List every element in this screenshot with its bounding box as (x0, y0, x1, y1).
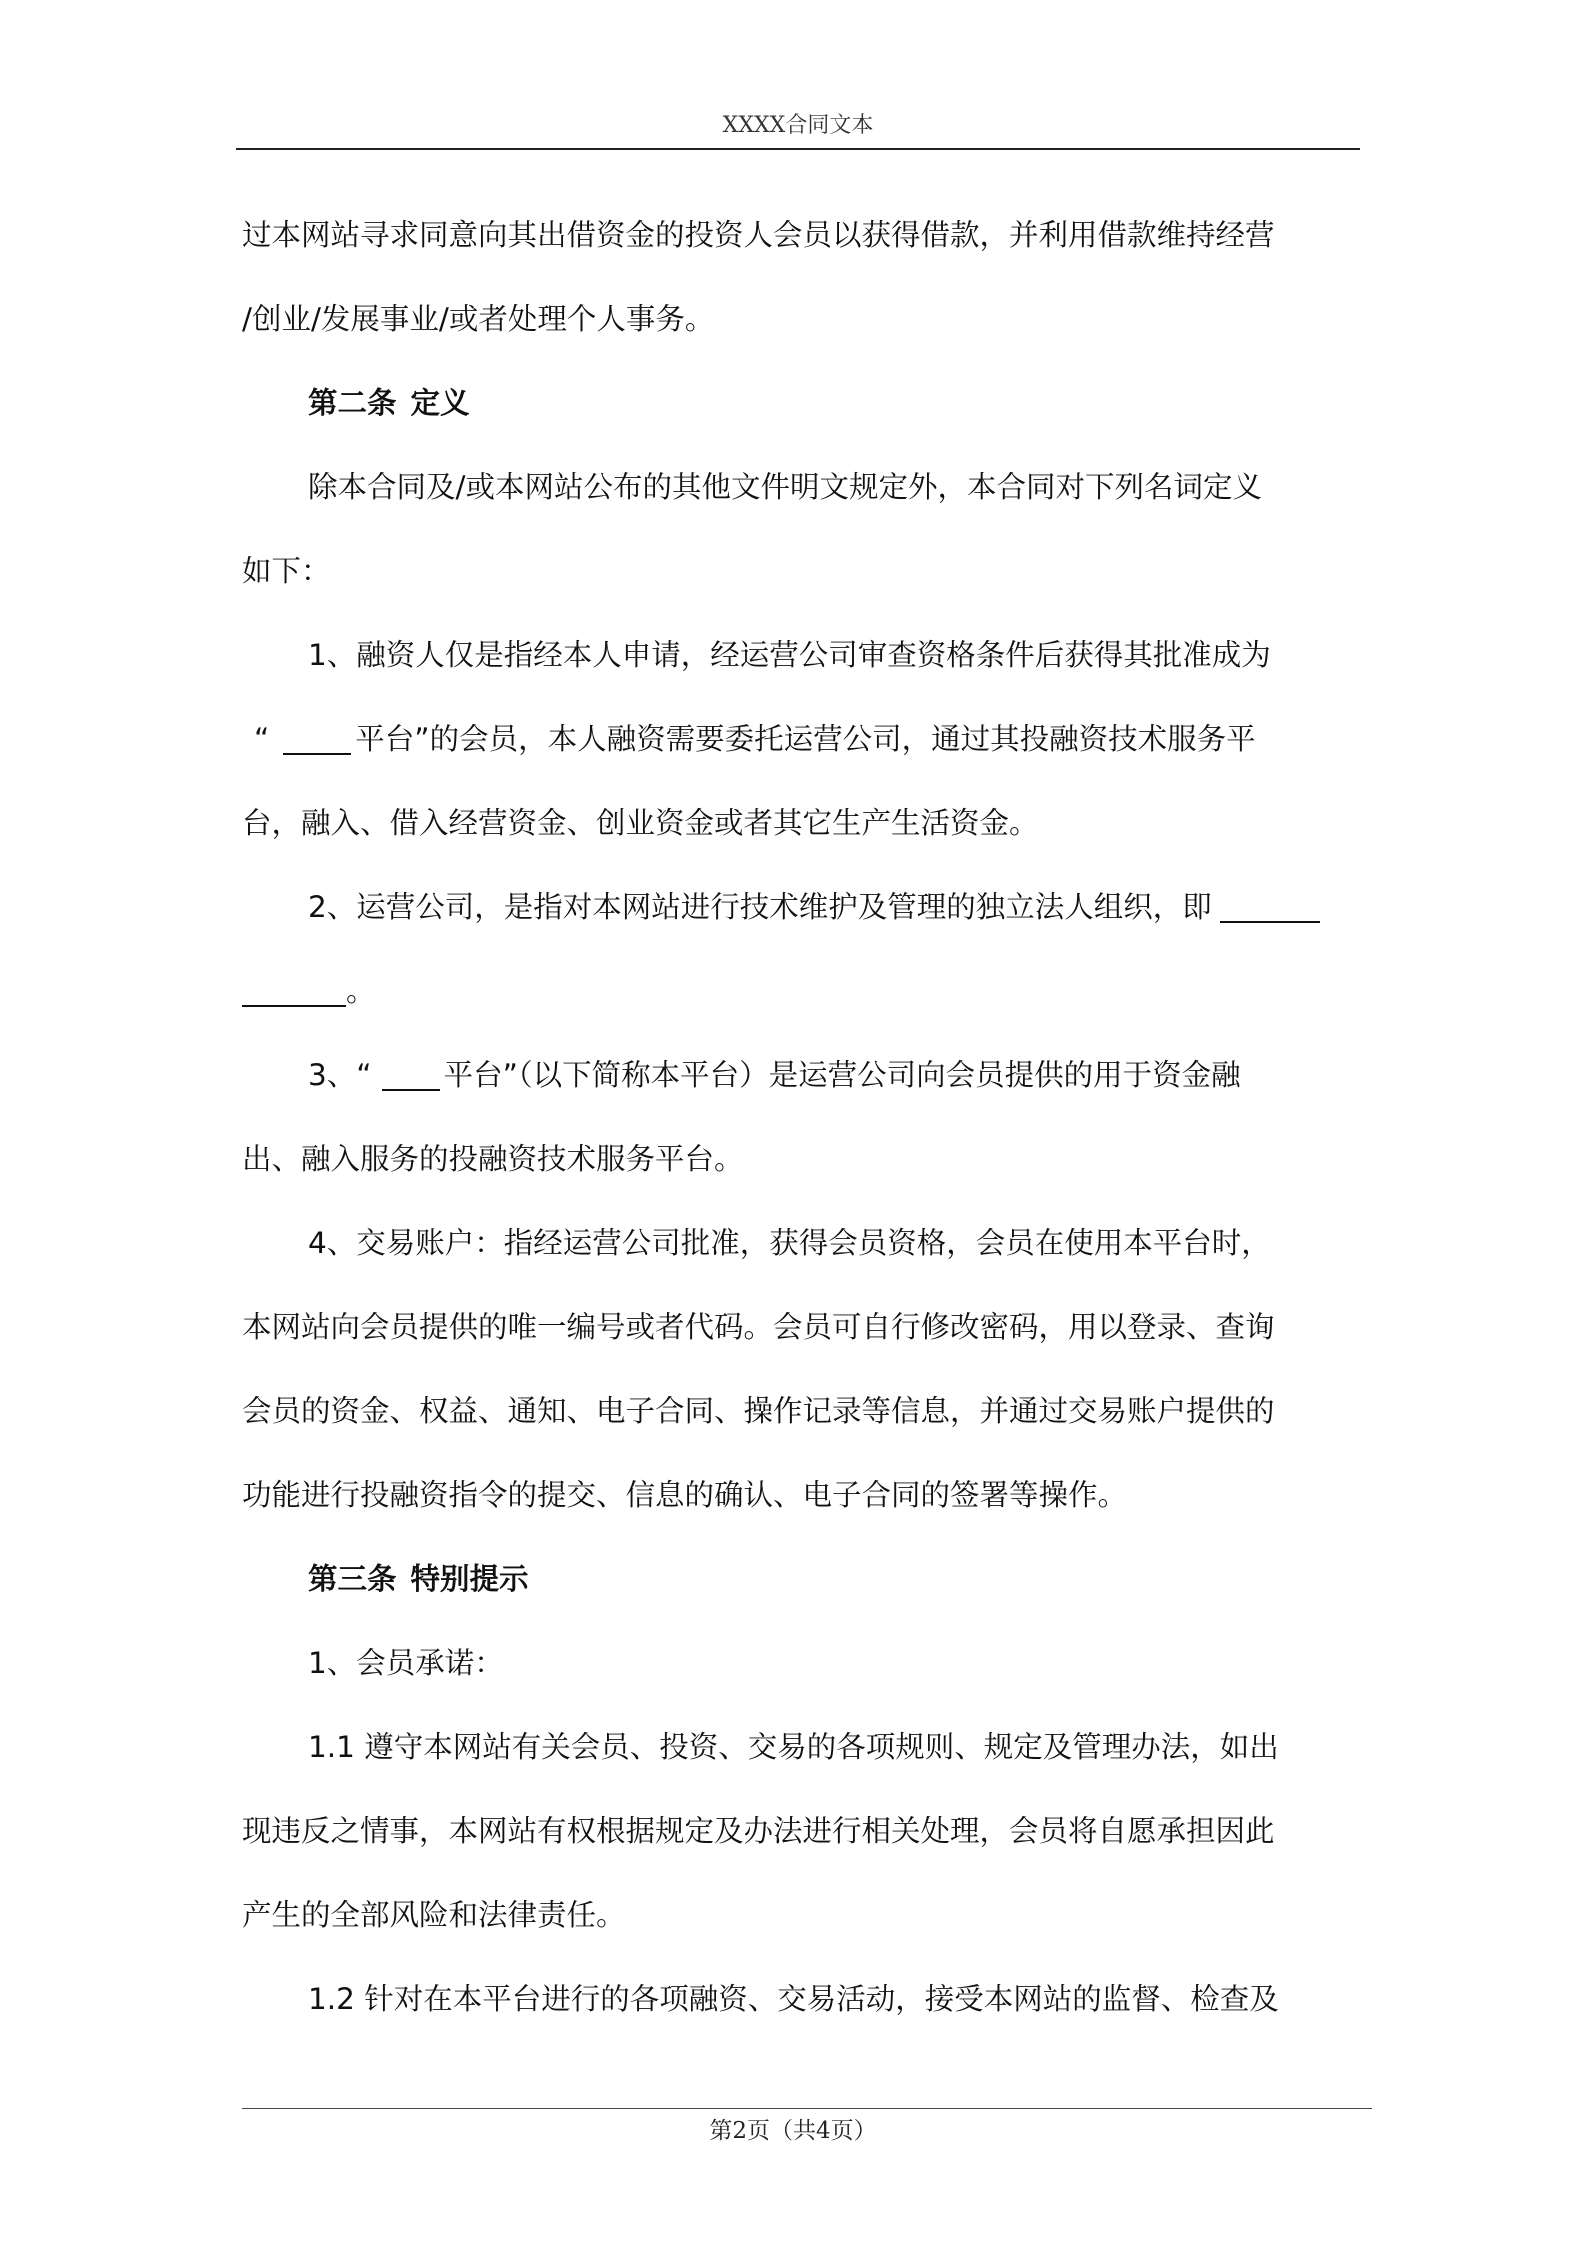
article-heading (242, 361, 1354, 445)
line-text: 平台”的会员，本人融资需要委托运营公司，通过其投融资技术服务平 (355, 722, 1256, 756)
paragraph-line: 1、融资人仅是指经本人申请，经运营公司审查资格条件后获得其批准成为 (308, 638, 1271, 672)
paragraph-line: 如下： (242, 554, 331, 588)
blank-line (283, 727, 351, 755)
line-text: 。 (346, 974, 376, 1008)
paragraph-line: 除本合同及/或本网站公布的其他文件明文规定外，本合同对下列名词定义 (308, 470, 1262, 504)
paragraph-line (242, 865, 1354, 949)
line-text: 平台”（以下简称本平台）是运营公司向会员提供的用于资金融 (443, 1058, 1241, 1092)
line-text: 3、“ (308, 1058, 372, 1092)
paragraph-line: 会员的资金、权益、通知、电子合同、操作记录等信息，并通过交易账户提供的 (242, 1394, 1275, 1428)
paragraph-line (242, 949, 1354, 1033)
blank-line (242, 979, 346, 1007)
article-title: 特别提示 (410, 1562, 529, 1596)
document-body (242, 193, 1354, 2041)
paragraph-line (242, 697, 1354, 781)
article-heading (242, 1537, 1354, 1621)
page-footer (0, 2112, 1586, 2145)
paragraph-line: 功能进行投融资指令的提交、信息的确认、电子合同的签署等操作。 (242, 1478, 1128, 1512)
page-number: 第2页（共4页） (709, 2118, 877, 2144)
paragraph-line: 本网站向会员提供的唯一编号或者代码。会员可自行修改密码，用以登录、查询 (242, 1310, 1275, 1344)
article-number: 第二条 (308, 386, 397, 420)
article-number: 第三条 (308, 1562, 397, 1596)
paragraph-line: /创业/发展事业/或者处理个人事务。 (242, 302, 715, 336)
blank-line (1220, 895, 1320, 923)
paragraph-line: 1.1 遵守本网站有关会员、投资、交易的各项规则、规定及管理办法，如出 (308, 1730, 1279, 1764)
header-title: XXXX合同文本 (722, 113, 874, 138)
blank-line (382, 1063, 440, 1091)
paragraph-line: 1、会员承诺： (308, 1646, 504, 1680)
paragraph-line: 出、融入服务的投融资技术服务平台。 (242, 1142, 744, 1176)
footer-divider (242, 2108, 1372, 2109)
line-text: 2、运营公司，是指对本网站进行技术维护及管理的独立法人组织，即 (308, 890, 1212, 924)
article-title: 定义 (410, 386, 470, 420)
paragraph-line (242, 1033, 1354, 1117)
paragraph-line: 台，融入、借入经营资金、创业资金或者其它生产生活资金。 (242, 806, 1039, 840)
paragraph-line: 过本网站寻求同意向其出借资金的投资人会员以获得借款，并利用借款维持经营 (242, 218, 1275, 252)
paragraph-line: 现违反之情事，本网站有权根据规定及办法进行相关处理，会员将自愿承担因此 (242, 1814, 1275, 1848)
paragraph-line: 产生的全部风险和法律责任。 (242, 1898, 626, 1932)
paragraph-line: 4、交易账户：指经运营公司批准，获得会员资格，会员在使用本平台时， (308, 1226, 1271, 1260)
page-header (236, 108, 1360, 150)
paragraph-line: 1.2 针对在本平台进行的各项融资、交易活动，接受本网站的监督、检查及 (308, 1982, 1279, 2016)
quote-mark: “ (254, 722, 270, 756)
